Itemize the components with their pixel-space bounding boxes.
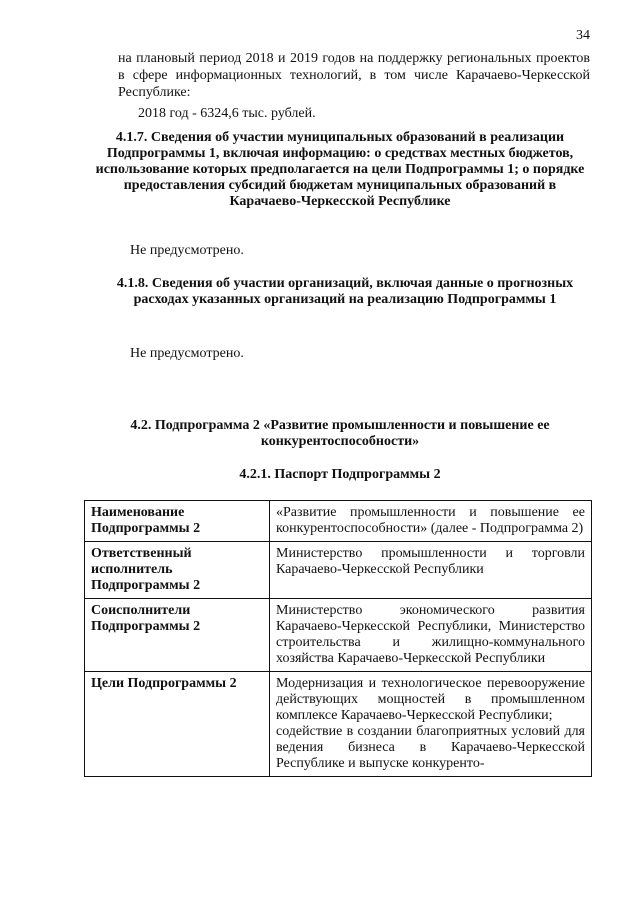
row-name-cell: Соисполнители Подпрограммы 2	[85, 599, 270, 672]
heading-4-2-1: 4.2.1. Паспорт Подпрограммы 2	[239, 467, 441, 482]
intro-amount: 2018 год - 6324,6 тыс. рублей.	[138, 106, 316, 121]
row-value-cell: Министерство промышленности и торговли Карачаево-Черкесской Республики	[270, 542, 592, 599]
intro-paragraph	[118, 50, 590, 122]
goals-line-2: содействие в создании благоприятных условий для ведения бизнеса в Карачаево-Черкесской Республике и выпуске конкуренто-	[276, 724, 585, 771]
intro-text: на плановый период 2018 и 2019 годов на поддержку региональных проектов в сфере информационных технологий, в том числе Карачаево-Черкесской Республике:	[118, 51, 590, 100]
row-value-cell	[270, 672, 592, 777]
heading-4-1-8: 4.1.8. Сведения об участии организаций, включая данные о прогнозных расходах указанных организаций на реализацию Подпрограммы 1	[116, 276, 574, 307]
section-4-1-7-body: Не предусмотрено.	[130, 243, 244, 258]
heading-4-1-7: 4.1.7. Сведения об участии муниципальных образований в реализации Подпрограммы 1, включая информацию: о средствах местных бюджетов, использование которых предполагается на цели Подпрограммы 1; о порядке предоставления субсидий бюджетам муниципальных образований в Карачаево-Черкесской Республике	[95, 130, 585, 209]
table-row	[85, 542, 592, 599]
passport-table-region	[80, 500, 600, 842]
row-name-cell: Наименование Подпрограммы 2	[85, 501, 270, 542]
table-row	[85, 672, 592, 777]
row-value-cell: «Развитие промышленности и повышение ее конкурентоспособности» (далее - Подпрограмма 2)	[270, 501, 592, 542]
section-4-1-8-body: Не предусмотрено.	[130, 346, 244, 361]
table-row	[85, 501, 592, 542]
passport-table	[84, 500, 592, 777]
heading-4-2: 4.2. Подпрограмма 2 «Развитие промышленности и повышение ее конкурентоспособности»	[130, 418, 550, 449]
row-value-cell: Министерство экономического развития Карачаево-Черкесской Республики, Министерство строительства и жилищно-коммунального хозяйства Карачаево-Черкесской Республики	[270, 599, 592, 672]
goals-line-1: Модернизация и технологическое перевооружение действующих мощностей в промышленном комплексе Карачаево-Черкесской Республики;	[276, 676, 585, 723]
row-name-cell: Ответственный исполнитель Подпрограммы 2	[85, 542, 270, 599]
page-number: 34	[576, 28, 590, 43]
table-row	[85, 599, 592, 672]
row-name-cell: Цели Подпрограммы 2	[85, 672, 270, 777]
